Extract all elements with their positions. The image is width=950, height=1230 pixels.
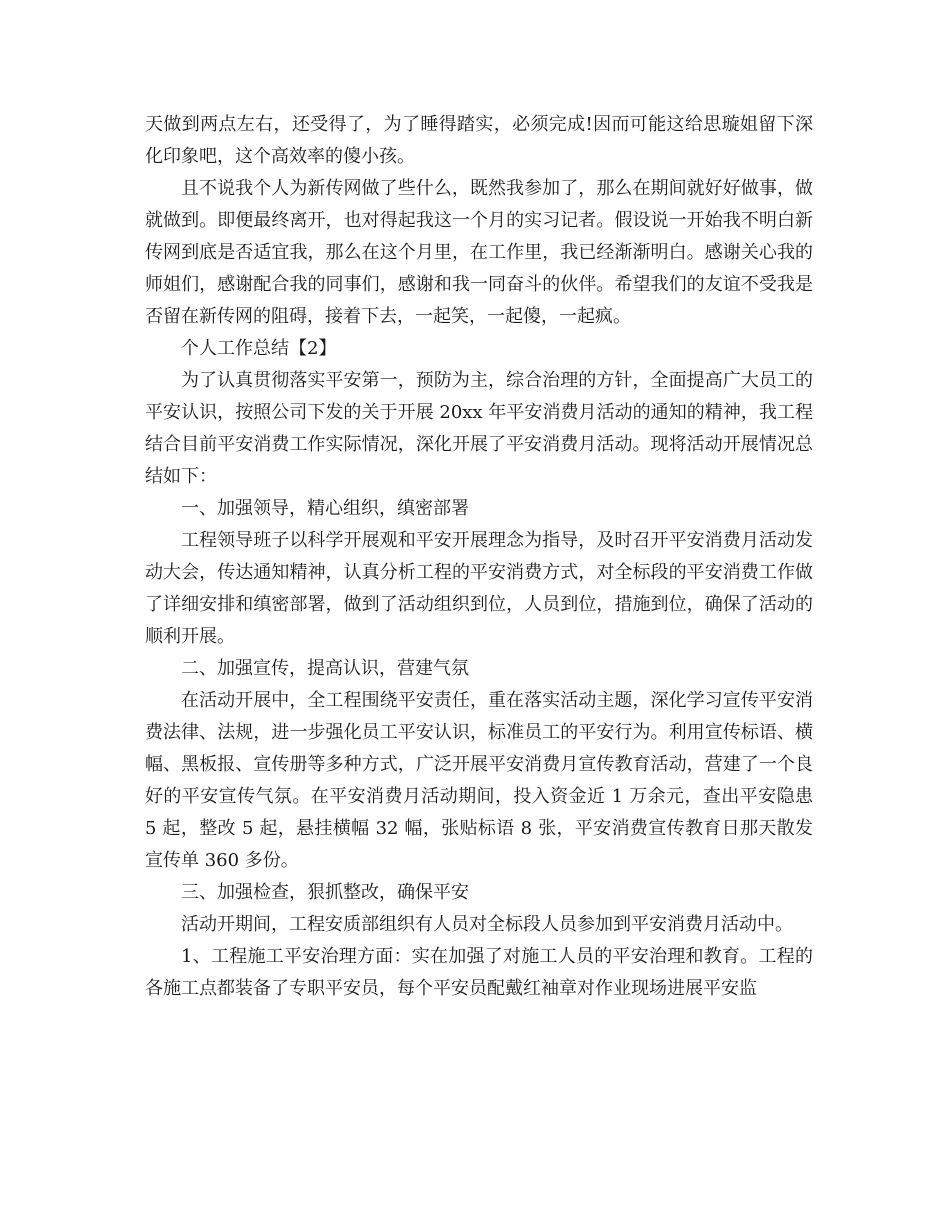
paragraph-safety-month-intro: 为了认真贯彻落实平安第一，预防为主，综合治理的方针，全面提高广大员工的平安认识，按照公司下发的关于开展 20xx 年平安消费月活动的通知的精神，我工程结合目前平安消费工作实际情况，深化开展了平安消费月活动。现将活动开展情况总结如下： xyxy=(145,370,813,487)
document-body xyxy=(145,109,813,1005)
paragraph-publicity: 在活动开展中，全工程围绕平安责任，重在落实活动主题，深化学习宣传平安消费法律、法规，进一步强化员工平安认识，标准员工的平安行为。利用宣传标语、横幅、黑板报、宣传册等多种方式，广泛开展平安消费月宣传教育活动，营建了一个良好的平安宣传气氛。在平安消费月活动期间，投入资金近 1 万余元，查出平安隐患 5 起，整改 5 起，悬挂横幅 32 幅，张贴标语 8 张，平安消费宣传教育日那天散发宣传单 360 多份。 xyxy=(145,690,813,871)
paragraph-continuation: 天做到两点左右，还受得了，为了睡得踏实，必须完成!因而可能这给思璇姐留下深化印象吧，这个高效率的傻小孩。 xyxy=(145,114,813,167)
paragraph-construction-safety: 1、工程施工平安治理方面：实在加强了对施工人员的平安治理和教育。工程的各施工点都装备了专职平安员，每个平安员配戴红袖章对作业现场进展平安监 xyxy=(145,946,813,999)
section-title-work-summary-2: 个人工作总结【2】 xyxy=(181,338,337,359)
heading-inspection: 三、加强检查，狠抓整改，确保平安 xyxy=(181,882,469,903)
paragraph-internship-reflection: 且不说我个人为新传网做了些什么，既然我参加了，那么在期间就好好做事，做就做到。即便最终离开，也对得起我这一个月的实习记者。假设说一开始我不明白新传网到底是否适宜我，那么在这个月里，在工作里，我已经渐渐明白。感谢关心我的师姐们，感谢配合我的同事们，感谢和我一同奋斗的伙伴。希望我们的友谊不受我是否留在新传网的阻碍，接着下去，一起笑，一起傻，一起疯。 xyxy=(145,178,813,327)
paragraph-inspection: 活动开期间，工程安质部组织有人员对全标段人员参加到平安消费月活动中。 xyxy=(181,914,793,935)
heading-leadership: 一、加强领导，精心组织，缜密部署 xyxy=(181,498,469,519)
heading-publicity: 二、加强宣传，提高认识，营建气氛 xyxy=(181,658,469,679)
paragraph-leadership: 工程领导班子以科学开展观和平安开展理念为指导，及时召开平安消费月活动发动大会，传达通知精神，认真分析工程的平安消费方式，对全标段的平安消费工作做了详细安排和缜密部署，做到了活动组织到位，人员到位，措施到位，确保了活动的顺利开展。 xyxy=(145,530,813,647)
